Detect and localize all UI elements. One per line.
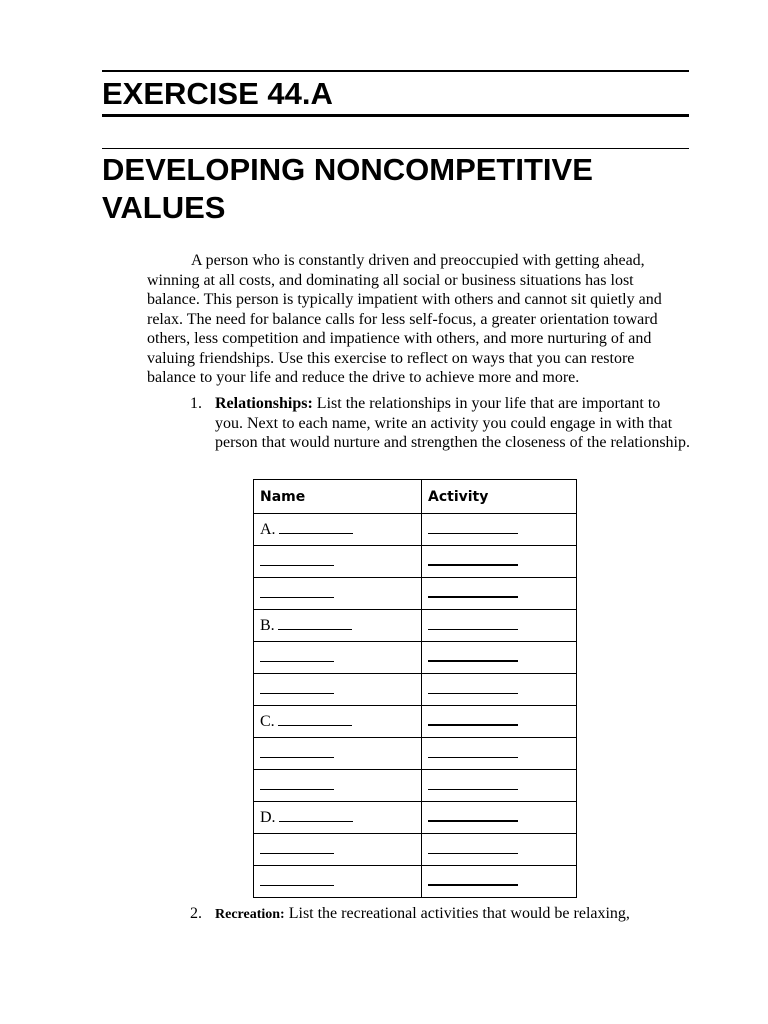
group-letter: C. [260, 712, 275, 730]
page-title: DEVELOPING NONCOMPETITIVE VALUES [102, 152, 593, 225]
name-blank-line[interactable] [260, 777, 334, 790]
title-rule [102, 148, 689, 149]
activity-blank-line[interactable] [428, 872, 518, 886]
table-row [254, 546, 577, 578]
activity-cell [422, 578, 577, 610]
activity-cell [422, 770, 577, 802]
table-row [254, 642, 577, 674]
name-cell [254, 578, 422, 610]
item-text: List the relationships in your life that are important to you. Next to each name, write an activity you could engage in with that person that would nurture and strengthen the closeness of the relationship. [215, 395, 690, 451]
relationships-table [253, 479, 577, 898]
name-blank-line[interactable] [260, 553, 334, 566]
column-header-name: Name [254, 480, 422, 514]
name-blank-line[interactable] [260, 841, 334, 854]
table-row [254, 834, 577, 866]
table-row [254, 738, 577, 770]
activity-cell [422, 546, 577, 578]
table-row [254, 770, 577, 802]
group-letter: B. [260, 616, 275, 634]
name-blank-line[interactable] [279, 521, 353, 534]
name-cell [254, 866, 422, 898]
name-blank-line[interactable] [278, 617, 352, 630]
activity-cell [422, 514, 577, 546]
name-cell [254, 546, 422, 578]
name-cell [254, 642, 422, 674]
activity-blank-line[interactable] [428, 521, 518, 534]
activity-blank-line[interactable] [428, 777, 518, 790]
name-blank-line[interactable] [260, 585, 334, 598]
activity-cell [422, 866, 577, 898]
activity-blank-line[interactable] [428, 841, 518, 854]
table-header-row [254, 480, 577, 514]
list-item-relationships [190, 394, 690, 453]
name-cell [254, 738, 422, 770]
name-cell [254, 514, 422, 546]
activity-cell [422, 834, 577, 866]
name-blank-line[interactable] [260, 649, 334, 662]
table-row [254, 802, 577, 834]
group-letter: A. [260, 520, 276, 538]
exercise-label: EXERCISE 44.A [102, 76, 333, 111]
activity-blank-line[interactable] [428, 617, 518, 630]
activity-cell [422, 706, 577, 738]
name-cell [254, 674, 422, 706]
item-text: List the recreational activities that would be relaxing, [284, 905, 630, 922]
name-blank-line[interactable] [260, 681, 334, 694]
name-blank-line[interactable] [260, 873, 334, 886]
name-cell [254, 802, 422, 834]
activity-cell [422, 610, 577, 642]
table-row [254, 706, 577, 738]
group-letter: D. [260, 808, 276, 826]
name-cell [254, 706, 422, 738]
name-cell [254, 610, 422, 642]
table-row [254, 610, 577, 642]
heading-rule [102, 114, 689, 117]
table-row [254, 674, 577, 706]
activity-cell [422, 674, 577, 706]
intro-paragraph: A person who is constantly driven and preoccupied with getting ahead, winning at all costs, and dominating all social or business situations has lost balance. This person is typically impatient with others and cannot sit quietly and relax. The need for balance calls for less self-focus, a greater orientation toward others, less competition and impatience with others, and more nurturing of and valuing friendships. Use this exercise to reflect on ways that you can restore balance to your life and reduce the drive to achieve more and more. [147, 252, 662, 386]
top-rule [102, 70, 689, 72]
activity-blank-line[interactable] [428, 681, 518, 694]
table-row [254, 514, 577, 546]
name-cell [254, 770, 422, 802]
activity-blank-line[interactable] [428, 552, 518, 566]
activity-blank-line[interactable] [428, 712, 518, 726]
item-body [215, 904, 690, 925]
name-blank-line[interactable] [260, 745, 334, 758]
activity-cell [422, 642, 577, 674]
item-lead: Relationships: [215, 395, 313, 412]
table-row [254, 866, 577, 898]
activity-blank-line[interactable] [428, 808, 518, 822]
table-body [254, 514, 577, 898]
item-number: 1. [190, 395, 202, 412]
list-item-recreation [190, 904, 690, 925]
activity-blank-line[interactable] [428, 745, 518, 758]
item-lead: Recreation: [215, 907, 285, 922]
table-row [254, 578, 577, 610]
item-number: 2. [190, 905, 202, 922]
activity-blank-line[interactable] [428, 584, 518, 598]
activity-cell [422, 802, 577, 834]
activity-blank-line[interactable] [428, 648, 518, 662]
name-cell [254, 834, 422, 866]
activity-cell [422, 738, 577, 770]
item-body [215, 394, 690, 453]
name-blank-line[interactable] [278, 713, 352, 726]
column-header-activity: Activity [422, 480, 577, 514]
name-blank-line[interactable] [279, 809, 353, 822]
